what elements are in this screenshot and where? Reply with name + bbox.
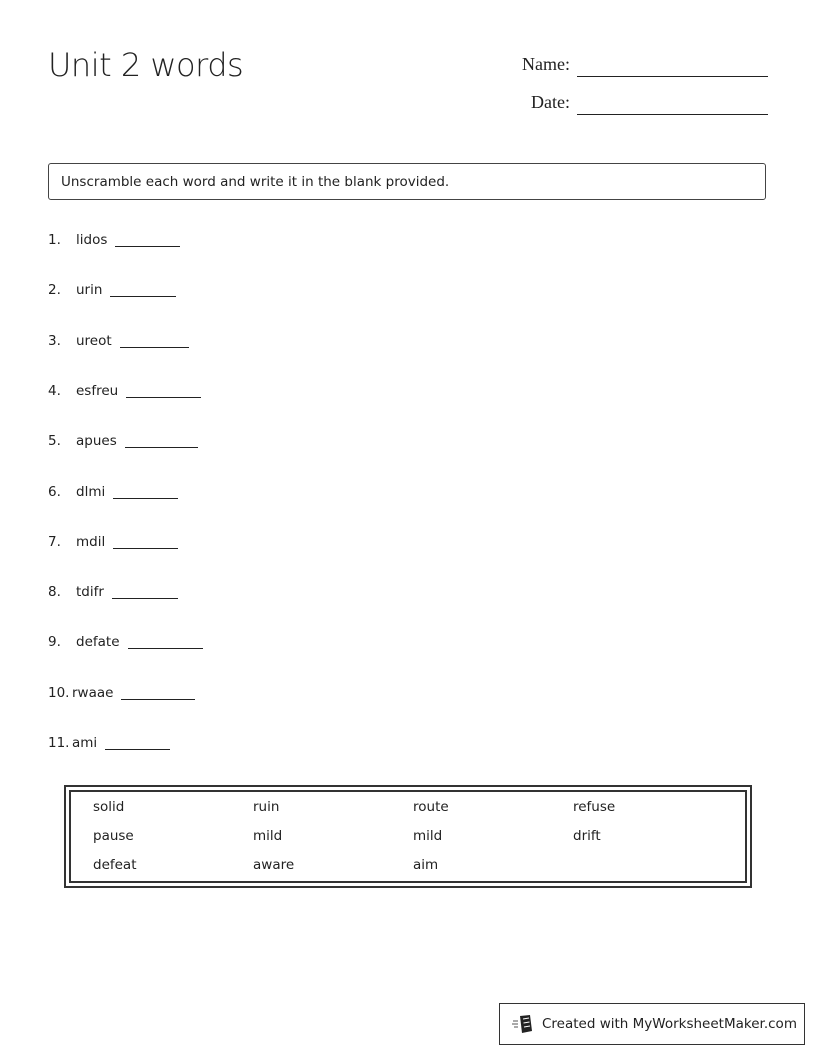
scrambled-word: tdifr [76,584,104,601]
question-item [48,282,176,298]
word-bank-word: mild [413,828,443,844]
question-item [48,634,203,650]
word-bank-word: defeat [93,857,137,873]
question-number: 8. [48,584,61,601]
word-bank [64,785,752,888]
question-item [48,685,195,701]
answer-blank[interactable] [128,648,203,649]
question-item [48,484,178,500]
question-item [48,735,170,751]
scrambled-word: dlmi [76,483,106,500]
answer-blank[interactable] [120,347,189,348]
word-bank-word: refuse [573,799,616,815]
question-number: 3. [48,332,61,349]
footer-text: Created with MyWorksheetMaker.com [542,1016,797,1032]
scrambled-word: defate [76,634,120,651]
word-bank-word: route [413,799,449,815]
answer-blank[interactable] [125,447,198,448]
scrambled-word: lidos [76,232,108,248]
question-number: 10. [48,684,70,701]
word-bank-word: drift [573,828,601,844]
question-number: 1. [48,232,61,248]
word-bank-word: pause [93,828,134,844]
scrambled-word: mdil [76,533,106,550]
word-bank-word: aware [253,857,295,873]
word-bank-word: mild [253,828,283,844]
page-title: Unit 2 words [48,46,244,84]
answer-blank[interactable] [112,598,178,599]
answer-blank[interactable] [121,699,195,700]
word-bank-word: solid [93,799,125,815]
question-number: 6. [48,483,61,500]
question-number: 9. [48,634,61,651]
date-label: Date: [531,92,570,112]
date-line[interactable] [577,114,768,115]
question-item [48,534,178,550]
scrambled-word: apues [76,433,117,450]
answer-blank[interactable] [113,548,178,549]
question-item [48,383,201,399]
question-item [48,584,178,600]
answer-blank[interactable] [105,749,170,750]
answer-blank[interactable] [115,246,180,247]
question-number: 2. [48,282,61,299]
answer-blank[interactable] [113,498,178,499]
word-bank-word: ruin [253,799,280,815]
word-bank-inner-border [69,790,747,883]
answer-blank[interactable] [110,296,176,297]
question-number: 5. [48,433,61,450]
instructions-box: Unscramble each word and write it in the blank provided. [48,163,766,200]
scrambled-word: ureot [76,332,112,349]
name-line[interactable] [577,76,768,77]
question-number: 7. [48,533,61,550]
scrambled-word: rwaae [72,684,114,701]
question-item [48,333,189,349]
question-item [48,232,180,248]
footer-credit [499,1003,805,1045]
question-item [48,433,198,449]
question-number: 11. [48,735,70,751]
question-number: 4. [48,382,61,399]
scrambled-word: ami [72,735,98,751]
word-bank-word: aim [413,857,439,873]
worksheet-logo-icon [512,1014,534,1034]
scrambled-word: esfreu [76,382,119,399]
name-label: Name: [522,54,570,74]
scrambled-word: urin [76,282,103,299]
answer-blank[interactable] [126,397,201,398]
